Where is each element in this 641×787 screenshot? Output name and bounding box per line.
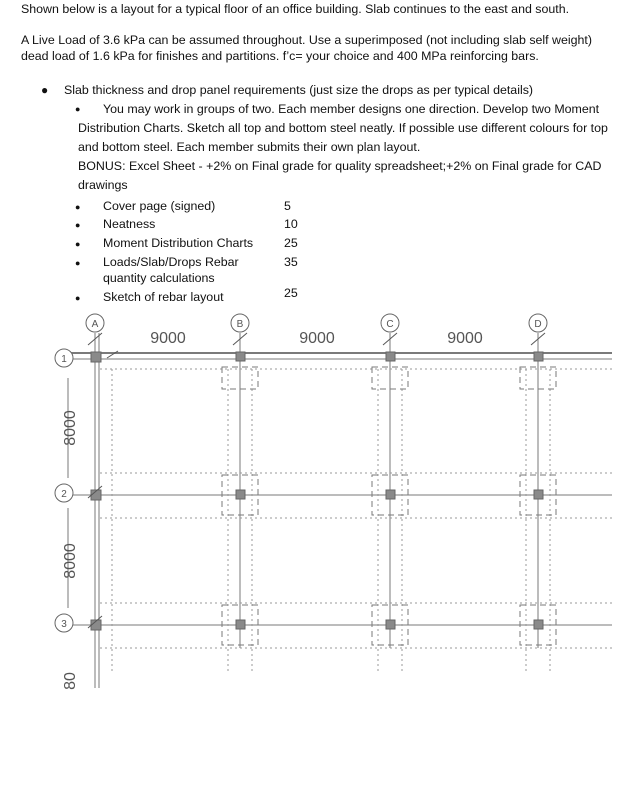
sub-bullet-line-1: You may work in groups of two. Each member designs one direction. Develop two Moment (103, 102, 600, 116)
grid-label-1: 1 (61, 354, 67, 365)
grid-label-c: C (386, 319, 394, 330)
grid-label-d: D (534, 319, 542, 330)
column (236, 352, 245, 361)
bullet-dot: ● (75, 239, 81, 249)
intro-line-2: A Live Load of 3.6 kPa can be assumed throughout. Use a superimposed (not including slab self weight) (21, 33, 593, 47)
rubric-points: 10 (284, 217, 298, 231)
column (534, 620, 543, 629)
grid-label-2: 2 (61, 489, 67, 500)
rubric-points: 5 (284, 199, 291, 213)
span-x-cd: 9000 (447, 330, 483, 347)
bonus-line-2: drawings (78, 178, 128, 192)
column (386, 620, 395, 629)
rubric-item: Moment Distribution Charts (103, 236, 254, 250)
columns (91, 352, 543, 630)
floor-plan-drawing (0, 303, 641, 693)
column (534, 490, 543, 499)
grid-label-3: 3 (61, 619, 67, 630)
row-bubbles (55, 349, 73, 632)
rubric-points: 35 (284, 255, 298, 269)
rubric-item-cont: quantity calculations (103, 271, 215, 285)
grid-label-b: B (236, 319, 244, 330)
bullet-dot: ● (41, 83, 49, 97)
bullet-dot: ● (75, 220, 81, 230)
span-y-23: 8000 (62, 543, 79, 579)
column (386, 490, 395, 499)
column (91, 352, 101, 362)
bullet-dot: ● (75, 258, 81, 268)
rubric-item: Sketch of rebar layout (103, 290, 224, 304)
sub-bullet-line-2: Distribution Charts. Sketch all top and bottom steel neatly. If possible use different colours for top (78, 121, 608, 135)
bonus-line-1: BONUS: Excel Sheet - +2% on Final grade for quality spreadsheet;+2% on Final grade for CAD (78, 159, 602, 173)
intro-line-1: Shown below is a layout for a typical floor of an office building. Slab continues to the east and south. (21, 2, 570, 16)
rubric-item: Cover page (signed) (103, 199, 216, 213)
sub-bullet-line-3: and bottom steel. Each member submits their own plan layout. (78, 140, 421, 154)
grid-label-a: A (91, 319, 99, 330)
column (236, 620, 245, 629)
rubric-points: 25 (284, 286, 298, 300)
span-y-34: 80 (62, 672, 79, 690)
bullet-dot: ● (75, 293, 81, 303)
column (236, 490, 245, 499)
bullet-dot: ● (75, 202, 81, 212)
rubric-points: 25 (284, 236, 298, 250)
main-bullet-text: Slab thickness and drop panel requirements (just size the drops as per typical details) (64, 83, 534, 97)
column (386, 352, 395, 361)
span-y-12: 8000 (62, 410, 79, 446)
intro-line-3: dead load of 1.6 kPa for finishes and partitions. f’c= your choice and 400 MPa reinforcing bars. (21, 49, 539, 63)
span-x-bc: 9000 (299, 330, 335, 347)
span-x-ab: 9000 (150, 330, 186, 347)
rubric-item: Loads/Slab/Drops Rebar (103, 255, 239, 269)
bullet-dot: ● (75, 104, 81, 114)
rubric-item: Neatness (103, 217, 156, 231)
column (534, 352, 543, 361)
